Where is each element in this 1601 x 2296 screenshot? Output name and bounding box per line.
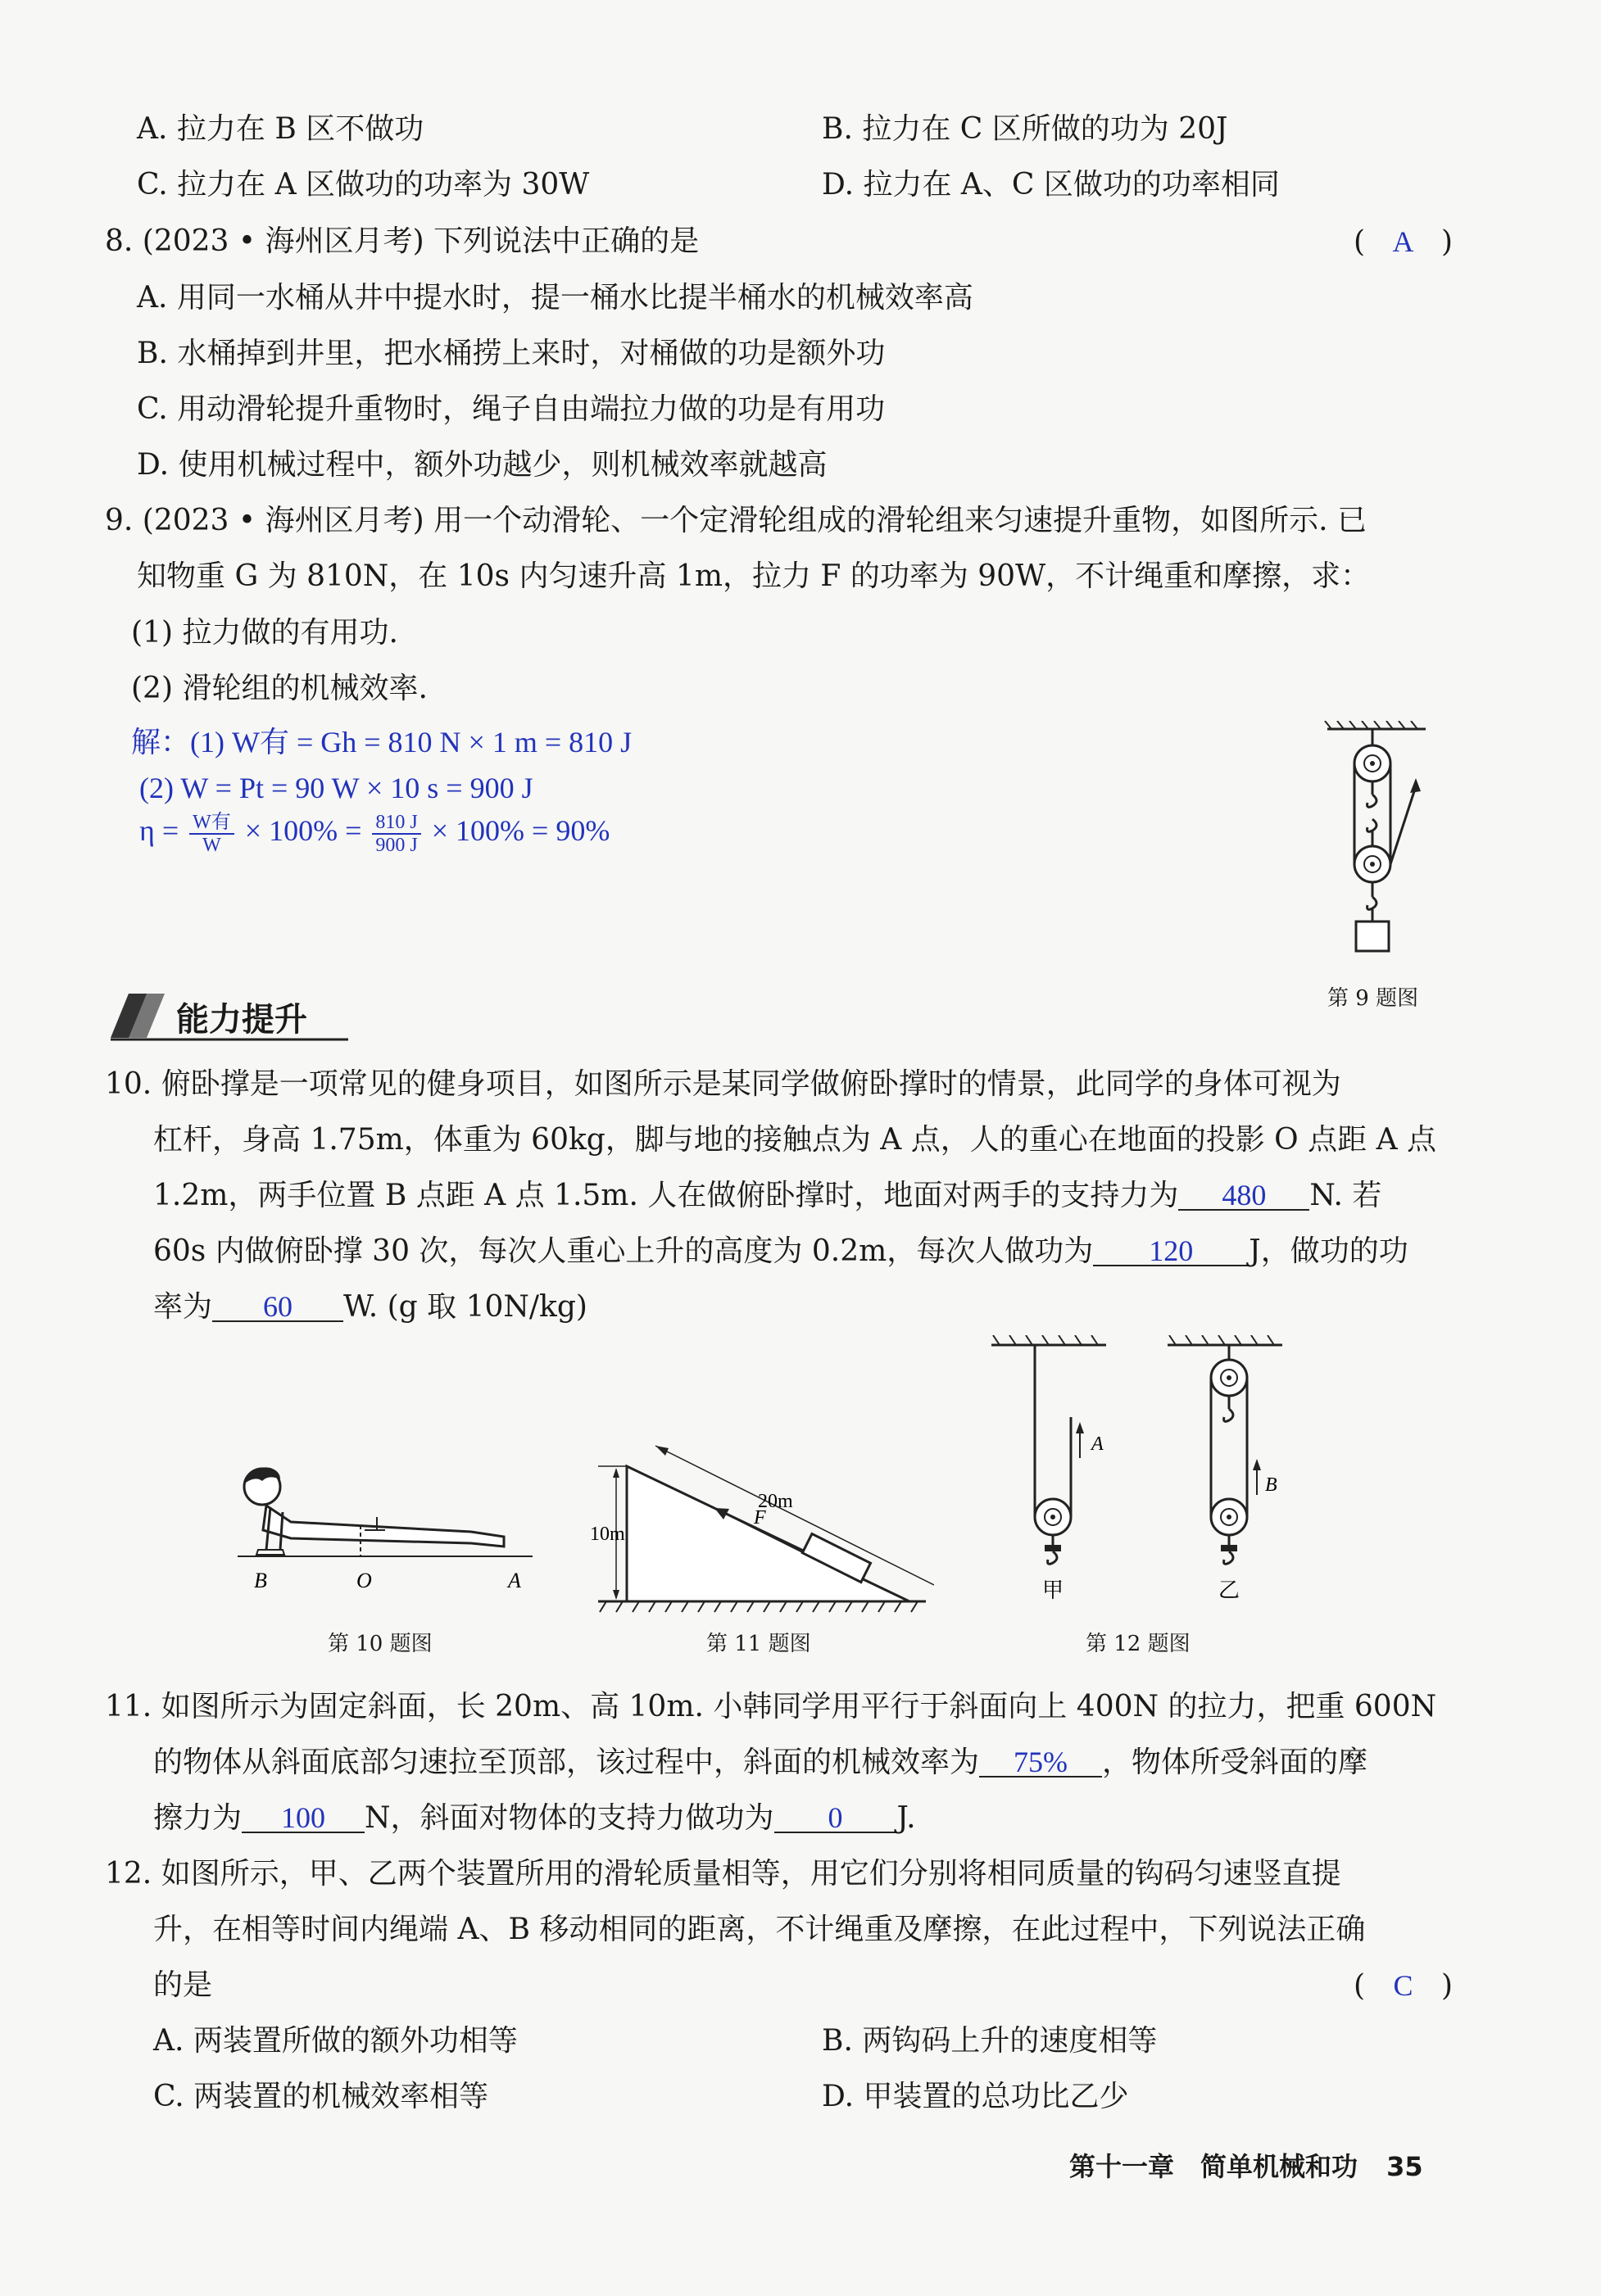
q12-option-b: B. 两钩码上升的速度相等 bbox=[822, 2024, 1158, 2058]
section-title-banner bbox=[111, 987, 348, 1044]
figure-10-caption: 第 10 题图 bbox=[328, 1632, 433, 1656]
fig12-label-b: B bbox=[1265, 1474, 1277, 1496]
q10-line3-pre: 1.2m，两手位置 B 点距 A 点 1.5m. 人在做俯卧撑时，地面对两手的支持力为 bbox=[153, 1179, 1179, 1212]
q11-blank-support-work: 0 bbox=[774, 1804, 897, 1833]
q12-answer-bracket bbox=[1354, 1966, 1453, 2006]
q10-line3 bbox=[153, 1176, 1381, 1216]
q10-line3-post: N. 若 bbox=[1309, 1179, 1382, 1212]
q7-option-b: B. 拉力在 C 区所做的功为 20J bbox=[822, 112, 1228, 146]
footer-chapter: 第十一章 简单机械和功 bbox=[1069, 2151, 1358, 2182]
q9-solution-line1: 解：(1) W有 = Gh = 810 N × 1 m = 810 J bbox=[131, 726, 633, 759]
sol3-mid: × 100% = bbox=[244, 814, 362, 847]
q10-line4 bbox=[153, 1232, 1408, 1271]
q11-line3-post: J. bbox=[896, 1801, 916, 1835]
fig11-length-label: 20m bbox=[758, 1491, 793, 1512]
q9-solution-line2: (2) W = Pt = 90 W × 10 s = 900 J bbox=[139, 772, 533, 804]
q11-line3-mid: N，斜面对物体的支持力做功为 bbox=[365, 1801, 774, 1835]
sol3-post: × 100% = 90% bbox=[431, 814, 610, 847]
q11-blank-efficiency: 75% bbox=[979, 1748, 1102, 1777]
q11-line3-pre: 擦力为 bbox=[153, 1801, 243, 1835]
fig12-label-yi: 乙 bbox=[1218, 1578, 1240, 1602]
q11-line1: 11. 如图所示为固定斜面，长 20m、高 10m. 小韩同学用平行于斜面向上 400N 的拉力，把重 600N bbox=[105, 1690, 1437, 1723]
figure-12-pulleys bbox=[983, 1335, 1311, 1614]
page-number: 35 bbox=[1386, 2151, 1423, 2182]
bracket-close: ) bbox=[1440, 1969, 1453, 2003]
page-footer bbox=[1069, 2146, 1423, 2184]
figure-11-incline bbox=[590, 1425, 934, 1622]
q8-option-d: D. 使用机械过程中，额外功越少，则机械效率就越高 bbox=[137, 448, 828, 482]
q12-answer: C bbox=[1393, 1969, 1413, 2002]
q12-option-d: D. 甲装置的总功比乙少 bbox=[822, 2080, 1129, 2113]
q10-blank-support-force: 480 bbox=[1178, 1181, 1309, 1211]
q8-stem: 8. (2023 • 海州区月考) 下列说法中正确的是 bbox=[105, 224, 700, 258]
fraction-1-top: W有 bbox=[189, 812, 234, 835]
q11-line3 bbox=[153, 1799, 916, 1838]
sol3-pre: η = bbox=[139, 814, 179, 847]
q11-line2-post: ，物体所受斜面的摩 bbox=[1102, 1746, 1368, 1779]
q10-line5-pre: 率为 bbox=[153, 1290, 213, 1324]
q9-line2: 知物重 G 为 810N，在 10s 内匀速升高 1m，拉力 F 的功率为 90W，不计绳重和摩擦，求： bbox=[137, 559, 1371, 593]
q8-answer: A bbox=[1392, 225, 1414, 258]
figure-11-caption: 第 11 题图 bbox=[706, 1632, 811, 1656]
bracket-open: ( bbox=[1354, 225, 1366, 259]
q8-option-a: A. 用同一水桶从井中提水时，提一桶水比提半桶水的机械效率高 bbox=[137, 281, 973, 315]
fig10-label-o: O bbox=[356, 1569, 372, 1592]
fraction-1 bbox=[189, 812, 234, 856]
q12-option-a: A. 两装置所做的额外功相等 bbox=[153, 2024, 518, 2058]
q10-blank-power: 60 bbox=[212, 1293, 343, 1322]
q12-line3: 的是 bbox=[153, 1968, 213, 2002]
figure-12-caption: 第 12 题图 bbox=[1086, 1632, 1191, 1656]
figure-9-caption: 第 9 题图 bbox=[1327, 986, 1419, 1011]
fraction-2 bbox=[372, 812, 420, 856]
q10-line4-pre: 60s 内做俯卧撑 30 次，每次人重心上升的高度为 0.2m，每次人做功为 bbox=[153, 1234, 1094, 1268]
q11-line2-pre: 的物体从斜面底部匀速拉至顶部，该过程中，斜面的机械效率为 bbox=[153, 1746, 980, 1779]
fraction-1-bottom: W bbox=[202, 834, 221, 856]
fig12-label-jia: 甲 bbox=[1042, 1578, 1064, 1602]
q10-line5-post: W. (g 取 10N/kg) bbox=[343, 1290, 587, 1324]
fig11-force-label: F bbox=[754, 1507, 766, 1528]
q10-blank-work: 120 bbox=[1093, 1237, 1249, 1266]
q10-line4-post: J，做功的功 bbox=[1249, 1234, 1408, 1268]
q9-solution-line3 bbox=[139, 811, 610, 856]
q11-line2 bbox=[153, 1743, 1367, 1782]
q9-line1: 9. (2023 • 海州区月考) 用一个动滑轮、一个定滑轮组成的滑轮组来匀速提升重物，如图所示. 已 bbox=[105, 504, 1367, 537]
fig11-height-label: 10m bbox=[590, 1524, 625, 1545]
q12-option-c: C. 两装置的机械效率相等 bbox=[153, 2080, 489, 2113]
q7-option-c: C. 拉力在 A 区做功的功率为 30W bbox=[137, 168, 590, 202]
q9-sub1: (1) 拉力做的有用功. bbox=[131, 616, 398, 650]
bracket-open: ( bbox=[1354, 1969, 1366, 2003]
fig10-label-b: B bbox=[254, 1569, 267, 1592]
q8-answer-bracket bbox=[1354, 222, 1453, 262]
q8-option-b: B. 水桶掉到井里，把水桶捞上来时，对桶做的功是额外功 bbox=[137, 337, 886, 370]
q7-option-a: A. 拉力在 B 区不做功 bbox=[137, 112, 424, 146]
section-title: 能力提升 bbox=[176, 1001, 307, 1039]
q9-sub2: (2) 滑轮组的机械效率. bbox=[131, 672, 428, 705]
q8-option-c: C. 用动滑轮提升重物时，绳子自由端拉力做的功是有用功 bbox=[137, 392, 886, 426]
fig10-label-a: A bbox=[508, 1569, 521, 1592]
q12-line1: 12. 如图所示，甲、乙两个装置所用的滑轮质量相等，用它们分别将相同质量的钩码匀速竖直提 bbox=[105, 1857, 1341, 1891]
figure-10-pushup bbox=[229, 1458, 541, 1622]
bracket-close: ) bbox=[1440, 225, 1453, 259]
q12-line2: 升，在相等时间内绳端 A、B 移动相同的距离，不计绳重及摩擦，在此过程中，下列说法正确 bbox=[153, 1913, 1366, 1946]
q10-line1: 10. 俯卧撑是一项常见的健身项目，如图所示是某同学做俯卧撑时的情景，此同学的身体可视为 bbox=[105, 1067, 1341, 1101]
fig12-label-a: A bbox=[1091, 1433, 1104, 1455]
fraction-2-bottom: 900 J bbox=[375, 834, 418, 856]
q10-line2: 杠杆，身高 1.75m，体重为 60kg，脚与地的接触点为 A 点，人的重心在地面的投影 O 点距 A 点 bbox=[153, 1123, 1437, 1157]
q10-line5 bbox=[153, 1288, 587, 1327]
fraction-2-top: 810 J bbox=[372, 812, 420, 835]
q11-blank-friction: 100 bbox=[242, 1804, 365, 1833]
figure-9-pulley-system bbox=[1311, 721, 1442, 958]
q7-option-d: D. 拉力在 A、C 区做功的功率相同 bbox=[822, 168, 1280, 202]
